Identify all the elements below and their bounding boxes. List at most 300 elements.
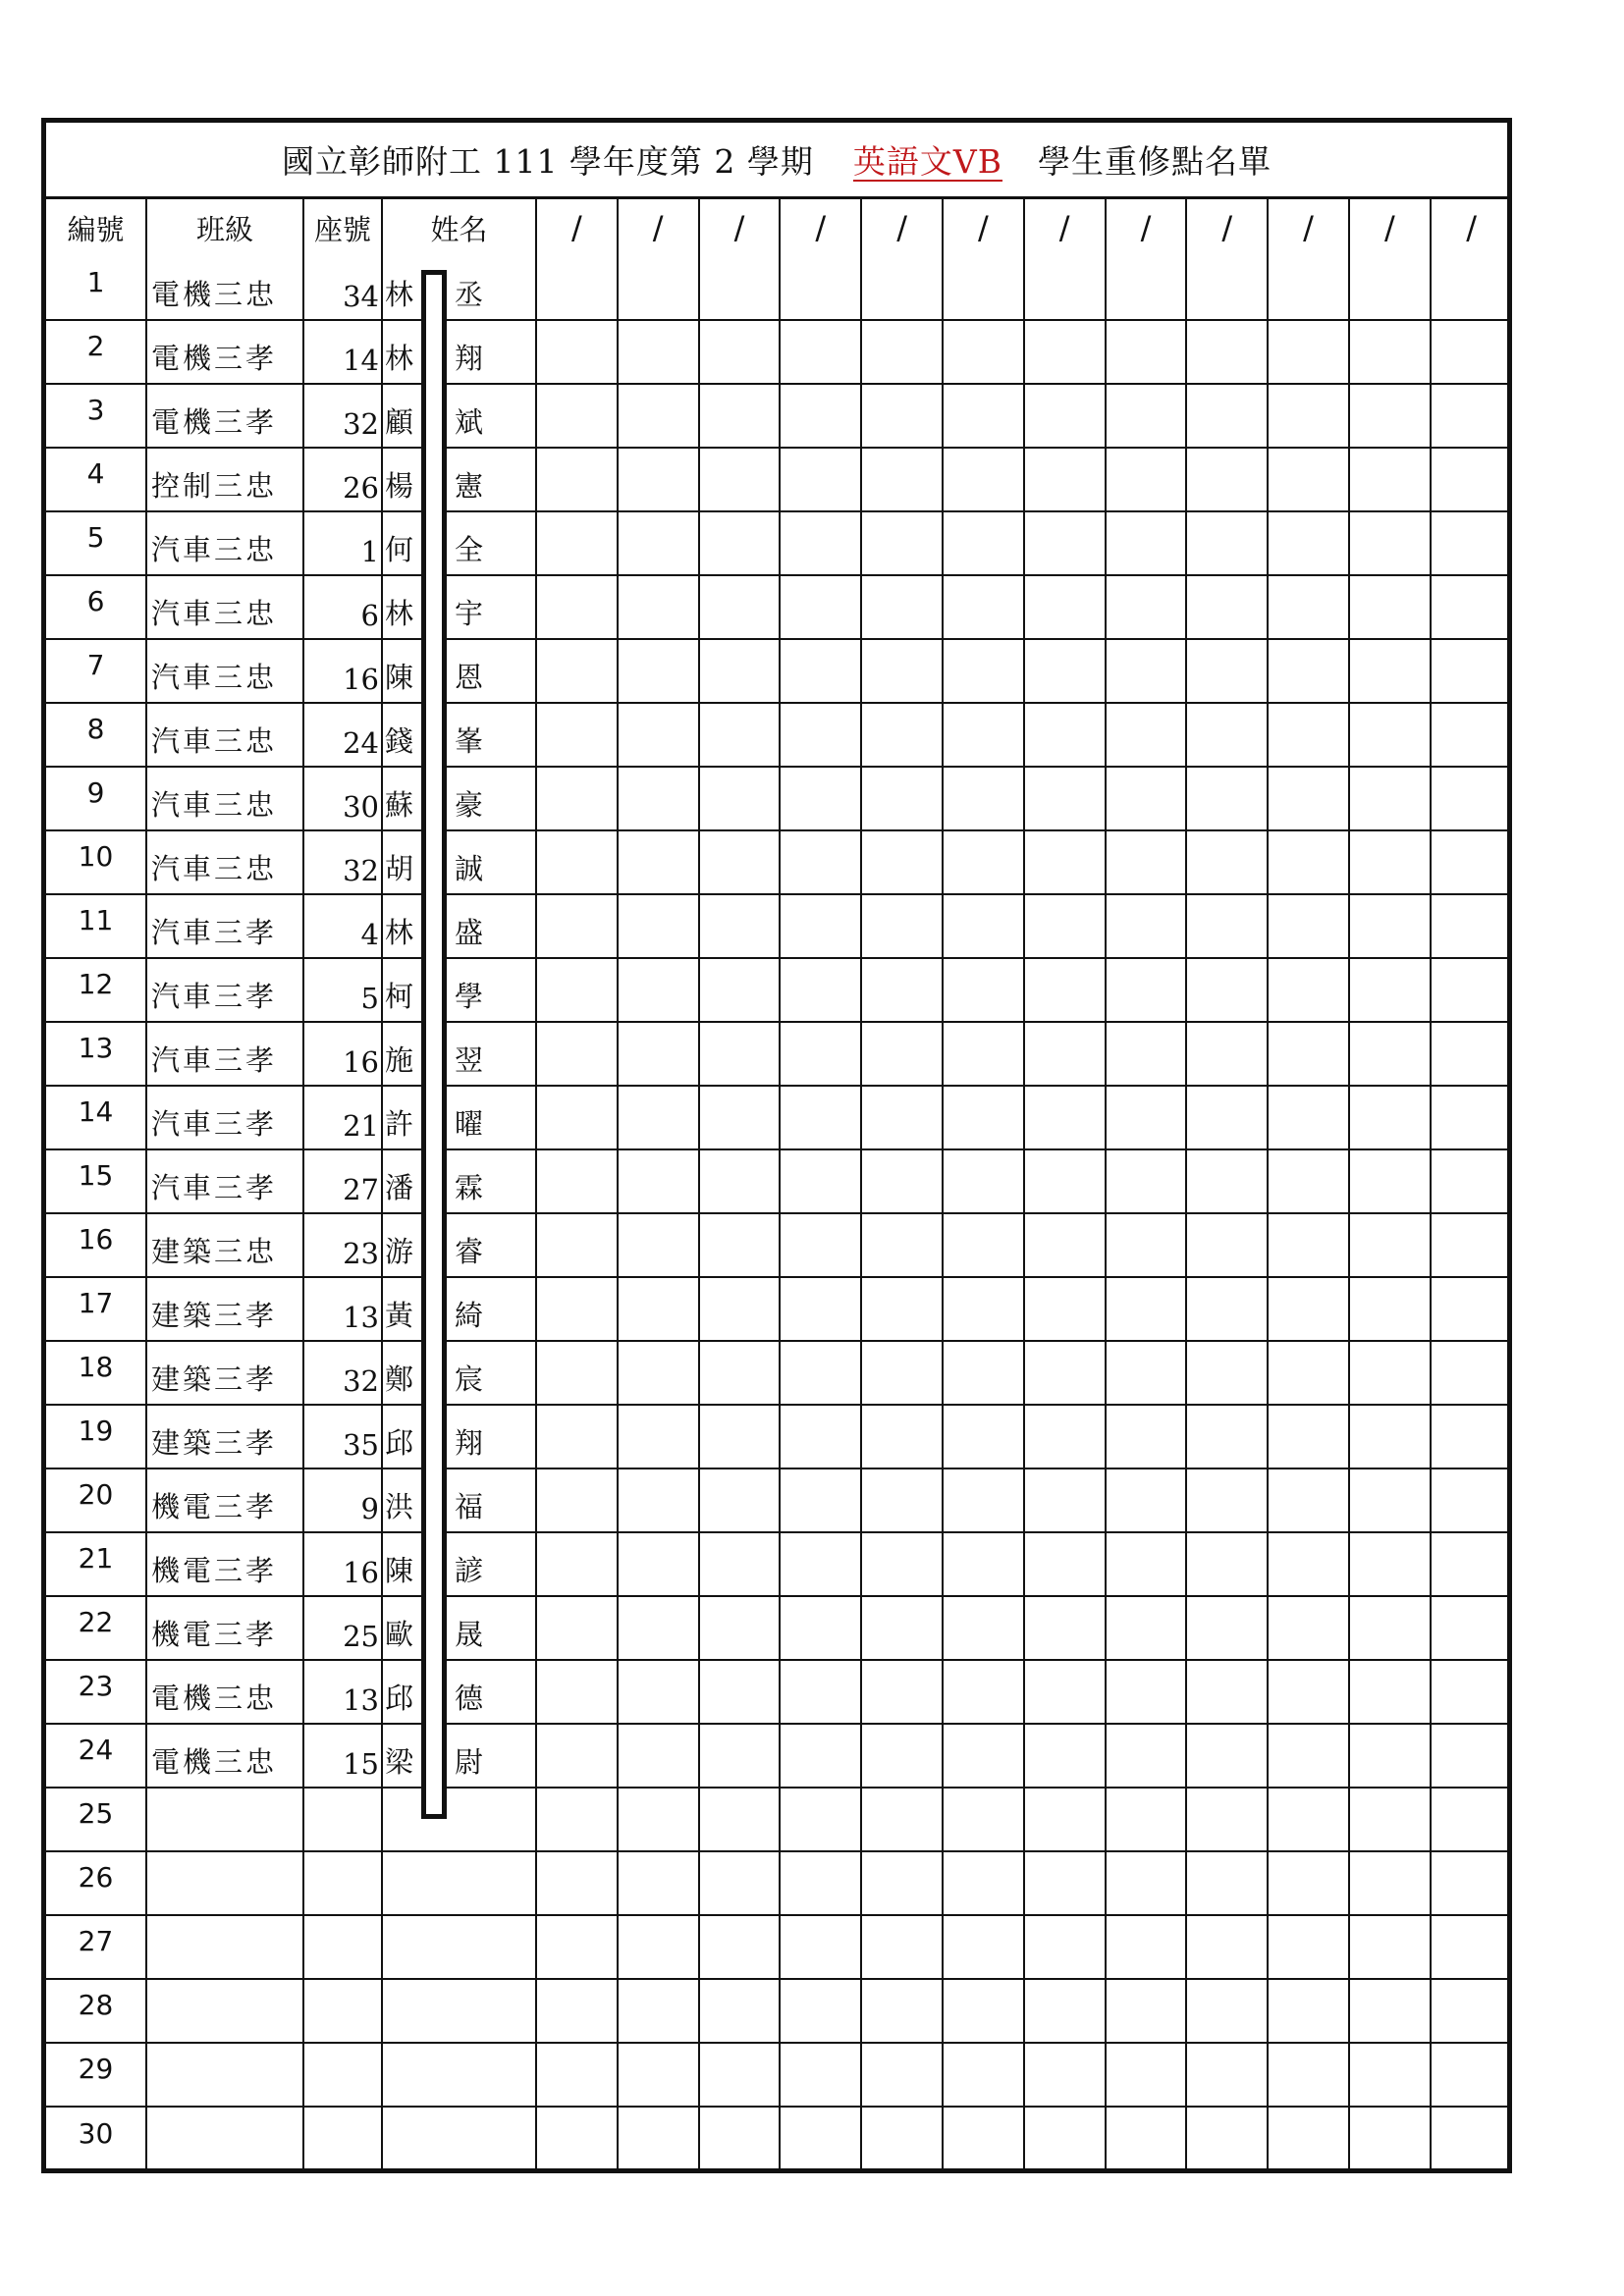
attendance-cell <box>1268 1022 1349 1086</box>
header-date-3: / <box>699 199 781 256</box>
row-number: 14 <box>46 1086 146 1149</box>
attendance-cell <box>1268 2043 1349 2107</box>
attendance-cell <box>1106 1086 1187 1149</box>
attendance-cell <box>536 1022 618 1086</box>
class-cell <box>146 1979 303 2043</box>
attendance-cell <box>1349 1149 1431 1213</box>
class-cell: 建築三孝 <box>146 1341 303 1405</box>
attendance-cell <box>861 1915 943 1979</box>
attendance-cell <box>699 1532 781 1596</box>
attendance-cell <box>1186 1341 1268 1405</box>
attendance-cell <box>618 256 699 320</box>
title-prefix: 國立彰師附工 111 學年度第 2 學期 <box>281 142 814 181</box>
attendance-cell <box>1431 1341 1512 1405</box>
attendance-cell <box>1024 511 1106 575</box>
name-cell <box>382 894 536 958</box>
attendance-cell <box>1024 1851 1106 1915</box>
attendance-cell <box>618 1851 699 1915</box>
attendance-cell <box>618 511 699 575</box>
seat-cell: 25 <box>303 1596 382 1660</box>
attendance-cell <box>861 1213 943 1277</box>
attendance-cell <box>1106 256 1187 320</box>
header-date-9: / <box>1186 199 1268 256</box>
attendance-cell <box>1024 958 1106 1022</box>
surname: 許 <box>385 1107 414 1141</box>
attendance-cell <box>780 958 861 1022</box>
attendance-cell <box>618 448 699 511</box>
given-name: 憲 <box>455 469 484 503</box>
class-cell: 汽車三孝 <box>146 1149 303 1213</box>
attendance-cell <box>1024 2043 1106 2107</box>
header-date-8: / <box>1106 199 1187 256</box>
attendance-cell <box>780 639 861 703</box>
seat-cell: 14 <box>303 320 382 384</box>
header-date-12: / <box>1431 199 1512 256</box>
attendance-cell <box>1024 1979 1106 2043</box>
class-cell: 機電三孝 <box>146 1468 303 1532</box>
attendance-cell <box>1349 575 1431 639</box>
row-number: 22 <box>46 1596 146 1660</box>
attendance-cell <box>1106 1213 1187 1277</box>
attendance-cell <box>618 830 699 894</box>
attendance-cell <box>1349 384 1431 448</box>
attendance-cell <box>1024 575 1106 639</box>
attendance-cell <box>1186 1979 1268 2043</box>
attendance-cell <box>1106 767 1187 830</box>
name-cell <box>382 511 536 575</box>
attendance-cell <box>943 1405 1024 1468</box>
attendance-cell <box>618 1468 699 1532</box>
class-cell: 汽車三孝 <box>146 1022 303 1086</box>
name-cell <box>382 767 536 830</box>
attendance-cell <box>618 958 699 1022</box>
attendance-cell <box>1431 1915 1512 1979</box>
surname: 何 <box>385 533 414 566</box>
header-date-11: / <box>1349 199 1431 256</box>
attendance-cell <box>861 703 943 767</box>
attendance-cell <box>1024 1022 1106 1086</box>
attendance-cell <box>1024 830 1106 894</box>
attendance-cell <box>1106 1724 1187 1788</box>
attendance-cell <box>536 767 618 830</box>
row-number: 17 <box>46 1277 146 1341</box>
attendance-cell <box>780 703 861 767</box>
attendance-cell <box>1106 639 1187 703</box>
seat-cell: 13 <box>303 1660 382 1724</box>
attendance-cell <box>1349 830 1431 894</box>
attendance-cell <box>1186 1405 1268 1468</box>
attendance-cell <box>699 830 781 894</box>
attendance-cell <box>1349 256 1431 320</box>
attendance-cell <box>1106 448 1187 511</box>
attendance-cell <box>1106 1341 1187 1405</box>
attendance-cell <box>1431 1213 1512 1277</box>
seat-cell <box>303 2043 382 2107</box>
attendance-cell <box>699 384 781 448</box>
attendance-cell <box>699 575 781 639</box>
attendance-cell <box>618 703 699 767</box>
attendance-cell <box>1268 448 1349 511</box>
seat-cell: 27 <box>303 1149 382 1213</box>
attendance-cell <box>943 1086 1024 1149</box>
attendance-cell <box>1268 1788 1349 1851</box>
row-number: 30 <box>46 2107 146 2170</box>
attendance-cell <box>861 2043 943 2107</box>
surname: 潘 <box>385 1171 414 1204</box>
attendance-cell <box>1431 511 1512 575</box>
attendance-cell <box>1268 1213 1349 1277</box>
attendance-cell <box>1106 2043 1187 2107</box>
surname: 錢 <box>385 724 414 758</box>
attendance-cell <box>536 1532 618 1596</box>
attendance-cell <box>861 894 943 958</box>
attendance-cell <box>699 1341 781 1405</box>
header-date-7: / <box>1024 199 1106 256</box>
attendance-cell <box>780 894 861 958</box>
row-number: 5 <box>46 511 146 575</box>
attendance-cell <box>1106 703 1187 767</box>
attendance-cell <box>1024 1277 1106 1341</box>
attendance-cell <box>1431 1405 1512 1468</box>
row-number: 9 <box>46 767 146 830</box>
attendance-cell <box>780 256 861 320</box>
attendance-cell <box>1186 1086 1268 1149</box>
attendance-cell <box>1349 2043 1431 2107</box>
given-name: 峯 <box>455 724 484 758</box>
attendance-cell <box>1431 1149 1512 1213</box>
attendance-cell <box>699 1149 781 1213</box>
attendance-cell <box>699 2043 781 2107</box>
attendance-cell <box>536 384 618 448</box>
attendance-cell <box>780 1213 861 1277</box>
given-name: 諺 <box>455 1554 484 1587</box>
header-seat: 座號 <box>303 199 382 256</box>
table-row <box>46 1915 1512 1979</box>
table-row <box>46 1788 1512 1851</box>
attendance-cell <box>943 1213 1024 1277</box>
attendance-cell <box>1431 1788 1512 1851</box>
attendance-cell <box>943 1277 1024 1341</box>
table-header-row <box>46 199 1512 256</box>
attendance-cell <box>1431 384 1512 448</box>
name-cell <box>382 1341 536 1405</box>
surname: 柯 <box>385 980 414 1013</box>
attendance-cell <box>1349 703 1431 767</box>
attendance-cell <box>618 2043 699 2107</box>
name-cell <box>382 1788 536 1851</box>
seat-cell: 6 <box>303 575 382 639</box>
row-number: 27 <box>46 1915 146 1979</box>
attendance-cell <box>943 1532 1024 1596</box>
attendance-cell <box>780 1277 861 1341</box>
attendance-cell <box>699 448 781 511</box>
given-name: 翔 <box>455 342 484 375</box>
attendance-cell <box>1349 1086 1431 1149</box>
attendance-cell <box>1431 830 1512 894</box>
name-cell <box>382 2107 536 2170</box>
class-cell: 電機三忠 <box>146 1660 303 1724</box>
seat-cell: 30 <box>303 767 382 830</box>
attendance-cell <box>1431 958 1512 1022</box>
attendance-cell <box>699 894 781 958</box>
attendance-cell <box>780 2107 861 2170</box>
attendance-cell <box>536 1724 618 1788</box>
attendance-cell <box>1268 1086 1349 1149</box>
attendance-cell <box>943 1915 1024 1979</box>
attendance-cell <box>536 1277 618 1341</box>
row-number: 2 <box>46 320 146 384</box>
attendance-cell <box>1106 511 1187 575</box>
attendance-cell <box>1024 256 1106 320</box>
surname: 林 <box>385 342 414 375</box>
attendance-cell <box>861 511 943 575</box>
attendance-cell <box>1268 1724 1349 1788</box>
attendance-cell <box>536 1915 618 1979</box>
attendance-cell <box>943 448 1024 511</box>
attendance-cell <box>861 1341 943 1405</box>
attendance-cell <box>618 1660 699 1724</box>
attendance-cell <box>861 384 943 448</box>
name-cell <box>382 1022 536 1086</box>
attendance-cell <box>943 2107 1024 2170</box>
attendance-cell <box>943 894 1024 958</box>
attendance-cell <box>618 1979 699 2043</box>
table-row <box>46 767 1512 830</box>
attendance-cell <box>780 1596 861 1660</box>
seat-cell: 32 <box>303 1341 382 1405</box>
attendance-cell <box>699 1405 781 1468</box>
attendance-cell <box>1106 1851 1187 1915</box>
class-cell: 建築三孝 <box>146 1277 303 1341</box>
attendance-cell <box>536 511 618 575</box>
attendance-cell <box>1268 384 1349 448</box>
attendance-cell <box>943 1341 1024 1405</box>
attendance-cell <box>1024 1341 1106 1405</box>
attendance-cell <box>861 1979 943 2043</box>
row-number: 8 <box>46 703 146 767</box>
attendance-cell <box>699 511 781 575</box>
seat-cell <box>303 1979 382 2043</box>
given-name: 豪 <box>455 788 484 822</box>
attendance-cell <box>1186 256 1268 320</box>
attendance-cell <box>1106 1149 1187 1213</box>
attendance-cell <box>861 1532 943 1596</box>
header-name: 姓名 <box>382 199 536 256</box>
table-row <box>46 1660 1512 1724</box>
attendance-cell <box>536 1788 618 1851</box>
name-cell <box>382 1660 536 1724</box>
attendance-cell <box>618 1532 699 1596</box>
given-name: 福 <box>455 1490 484 1523</box>
attendance-cell <box>1349 1851 1431 1915</box>
row-number: 15 <box>46 1149 146 1213</box>
table-row <box>46 448 1512 511</box>
attendance-cell <box>1268 703 1349 767</box>
class-cell: 電機三忠 <box>146 256 303 320</box>
attendance-cell <box>1268 1149 1349 1213</box>
class-cell: 機電三孝 <box>146 1596 303 1660</box>
attendance-cell <box>1024 1596 1106 1660</box>
table-row <box>46 511 1512 575</box>
seat-cell: 1 <box>303 511 382 575</box>
row-number: 12 <box>46 958 146 1022</box>
attendance-cell <box>1431 256 1512 320</box>
attendance-cell <box>536 1596 618 1660</box>
attendance-cell <box>1431 1660 1512 1724</box>
attendance-cell <box>536 256 618 320</box>
table-row <box>46 2043 1512 2107</box>
attendance-cell <box>943 639 1024 703</box>
attendance-cell <box>536 639 618 703</box>
attendance-cell <box>1431 703 1512 767</box>
class-cell: 汽車三忠 <box>146 830 303 894</box>
attendance-cell <box>1186 1022 1268 1086</box>
row-number: 1 <box>46 256 146 320</box>
attendance-cell <box>536 1213 618 1277</box>
name-cell <box>382 1468 536 1532</box>
attendance-cell <box>943 1596 1024 1660</box>
attendance-cell <box>780 511 861 575</box>
attendance-cell <box>1349 2107 1431 2170</box>
attendance-cell <box>943 703 1024 767</box>
attendance-cell <box>699 1979 781 2043</box>
attendance-cell <box>1024 767 1106 830</box>
attendance-cell <box>780 1532 861 1596</box>
attendance-cell <box>1024 1660 1106 1724</box>
attendance-cell <box>1431 1022 1512 1086</box>
class-cell: 控制三忠 <box>146 448 303 511</box>
attendance-cell <box>861 1405 943 1468</box>
attendance-cell <box>1186 830 1268 894</box>
attendance-cell <box>618 1213 699 1277</box>
row-number: 21 <box>46 1532 146 1596</box>
attendance-cell <box>1024 894 1106 958</box>
attendance-cell <box>861 2107 943 2170</box>
attendance-cell <box>1431 1277 1512 1341</box>
attendance-cell <box>618 384 699 448</box>
attendance-cell <box>943 1851 1024 1915</box>
attendance-cell <box>1431 1851 1512 1915</box>
name-cell <box>382 639 536 703</box>
given-name: 尉 <box>455 1745 484 1779</box>
attendance-cell <box>861 1596 943 1660</box>
attendance-cell <box>536 448 618 511</box>
attendance-cell <box>1349 767 1431 830</box>
attendance-cell <box>943 2043 1024 2107</box>
attendance-cell <box>1431 1468 1512 1532</box>
attendance-cell <box>1349 1341 1431 1405</box>
attendance-cell <box>536 1660 618 1724</box>
attendance-cell <box>780 767 861 830</box>
attendance-cell <box>1349 1660 1431 1724</box>
surname: 顧 <box>385 405 414 439</box>
attendance-cell <box>1024 703 1106 767</box>
attendance-cell <box>1268 639 1349 703</box>
attendance-cell <box>618 1341 699 1405</box>
table-row <box>46 256 1512 320</box>
attendance-cell <box>780 1979 861 2043</box>
attendance-cell <box>1349 1213 1431 1277</box>
attendance-cell <box>1349 1724 1431 1788</box>
class-cell: 建築三忠 <box>146 1213 303 1277</box>
attendance-cell <box>699 958 781 1022</box>
row-number: 11 <box>46 894 146 958</box>
seat-cell: 16 <box>303 1022 382 1086</box>
attendance-cell <box>861 448 943 511</box>
attendance-cell <box>1186 639 1268 703</box>
given-name: 全 <box>455 533 484 566</box>
attendance-cell <box>536 1979 618 2043</box>
seat-cell: 9 <box>303 1468 382 1532</box>
attendance-cell <box>1186 384 1268 448</box>
attendance-cell <box>699 1213 781 1277</box>
header-date-2: / <box>618 199 699 256</box>
given-name: 誠 <box>455 852 484 885</box>
attendance-cell <box>1349 1596 1431 1660</box>
attendance-cell <box>780 448 861 511</box>
row-number: 16 <box>46 1213 146 1277</box>
attendance-cell <box>1186 958 1268 1022</box>
attendance-cell <box>618 894 699 958</box>
attendance-cell <box>699 639 781 703</box>
table-row <box>46 2107 1512 2170</box>
attendance-cell <box>1268 1851 1349 1915</box>
given-name: 翔 <box>455 1426 484 1460</box>
table-row <box>46 1724 1512 1788</box>
attendance-cell <box>943 1149 1024 1213</box>
attendance-cell <box>1268 256 1349 320</box>
attendance-cell <box>1268 1979 1349 2043</box>
seat-cell: 21 <box>303 1086 382 1149</box>
attendance-cell <box>1268 767 1349 830</box>
attendance-cell <box>1431 894 1512 958</box>
attendance-cell <box>1024 1086 1106 1149</box>
name-cell <box>382 1596 536 1660</box>
name-cell <box>382 958 536 1022</box>
attendance-cell <box>618 2107 699 2170</box>
attendance-cell <box>618 575 699 639</box>
table-row <box>46 1213 1512 1277</box>
attendance-cell <box>1106 384 1187 448</box>
table-row <box>46 1596 1512 1660</box>
row-number: 19 <box>46 1405 146 1468</box>
attendance-cell <box>1024 1149 1106 1213</box>
attendance-cell <box>1268 511 1349 575</box>
attendance-cell <box>1349 639 1431 703</box>
attendance-cell <box>1268 830 1349 894</box>
surname: 歐 <box>385 1618 414 1651</box>
attendance-cell <box>861 1660 943 1724</box>
attendance-cell <box>618 1022 699 1086</box>
attendance-cell <box>1024 1468 1106 1532</box>
attendance-cell <box>1349 894 1431 958</box>
table-row <box>46 1149 1512 1213</box>
attendance-cell <box>943 958 1024 1022</box>
attendance-cell <box>536 1086 618 1149</box>
attendance-cell <box>1106 1022 1187 1086</box>
table-row <box>46 1532 1512 1596</box>
class-cell: 汽車三忠 <box>146 575 303 639</box>
attendance-cell <box>861 1724 943 1788</box>
title-suffix: 學生重修點名單 <box>1038 142 1272 181</box>
attendance-cell <box>861 320 943 384</box>
name-cell <box>382 1086 536 1149</box>
header-date-10: / <box>1268 199 1349 256</box>
seat-cell: 15 <box>303 1724 382 1788</box>
attendance-cell <box>1186 703 1268 767</box>
attendance-cell <box>699 703 781 767</box>
attendance-cell <box>1186 1851 1268 1915</box>
